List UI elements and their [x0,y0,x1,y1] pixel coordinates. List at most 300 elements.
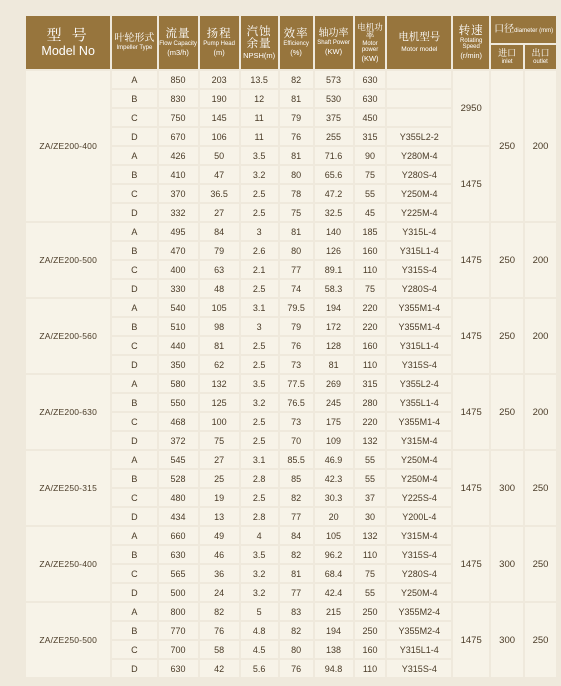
motor-power-cell: 75 [355,280,386,297]
impeller-type-cell: C [112,261,156,278]
header-head-unit: (m) [213,48,225,57]
shaft-power-cell: 58.3 [315,280,353,297]
shaft-power-cell: 573 [315,71,353,88]
shaft-power-cell: 269 [315,375,353,392]
head-cell: 84 [200,223,239,240]
shaft-power-cell: 175 [315,413,353,430]
motor-power-cell: 30 [355,508,386,525]
npsh-cell: 4 [241,527,278,544]
head-cell: 132 [200,375,239,392]
header-motor-power [355,16,386,69]
motor-model-cell: Y280S-4 [387,166,451,183]
motor-power-cell: 450 [355,109,386,126]
npsh-cell: 2.8 [241,470,278,487]
motor-model-cell: Y200L-4 [387,508,451,525]
impeller-type-cell: B [112,470,156,487]
motor-model-cell: Y355L2-2 [387,128,451,145]
npsh-cell: 2.8 [241,508,278,525]
shaft-power-cell: 215 [315,603,353,620]
header-impeller-cn: 叶轮形式 [114,33,155,44]
impeller-type-cell: B [112,394,156,411]
header-shaft-unit: (KW) [325,47,343,57]
model-cell: ZA/ZE250-500 [26,603,110,677]
shaft-power-cell: 89.1 [315,261,353,278]
flow-cell: 830 [159,90,198,107]
header-model-en: Model No [41,43,95,58]
motor-power-cell: 90 [355,147,386,164]
header-shaft-en: Shaft Power [317,40,350,47]
motor-model-cell: Y315S-4 [387,356,451,373]
header-diameter-en: diameter (mm) [514,27,554,34]
head-cell: 36.5 [200,185,239,202]
head-cell: 50 [200,147,239,164]
header-flow-cn: 流量 [165,27,191,40]
motor-power-cell: 250 [355,603,386,620]
npsh-cell: 2.5 [241,432,278,449]
shaft-power-cell: 71.6 [315,147,353,164]
motor-power-cell: 250 [355,622,386,639]
efficiency-cell: 76.5 [280,394,313,411]
impeller-type-cell: A [112,451,156,468]
flow-cell: 468 [159,413,198,430]
motor-power-cell: 55 [355,584,386,601]
shaft-power-cell: 81 [315,356,353,373]
motor-model-cell: Y315M-4 [387,527,451,544]
motor-power-cell: 630 [355,90,386,107]
motor-power-cell: 75 [355,166,386,183]
efficiency-cell: 81 [280,565,313,582]
inlet-diameter-cell: 300 [491,527,523,601]
motor-model-cell: Y315M-4 [387,432,451,449]
npsh-cell: 2.5 [241,356,278,373]
npsh-cell: 2.5 [241,337,278,354]
efficiency-cell: 81 [280,90,313,107]
outlet-diameter-cell: 250 [525,603,556,677]
efficiency-cell: 81 [280,147,313,164]
inlet-diameter-cell: 250 [491,71,523,221]
npsh-cell: 11 [241,109,278,126]
speed-cell: 2950 [453,71,489,145]
motor-model-cell: Y315S-4 [387,546,451,563]
table-row [26,223,556,240]
motor-power-cell: 185 [355,223,386,240]
npsh-cell: 3 [241,318,278,335]
impeller-type-cell: C [112,413,156,430]
flow-cell: 630 [159,546,198,563]
header-head-en: Pump Head [203,41,235,47]
head-cell: 79 [200,242,239,259]
motor-power-cell: 110 [355,660,386,677]
impeller-type-cell: B [112,546,156,563]
motor-model-cell: Y315S-4 [387,261,451,278]
table-header [26,16,556,69]
header-diameter [491,16,556,43]
flow-cell: 370 [159,185,198,202]
motor-power-cell: 37 [355,489,386,506]
npsh-cell: 12 [241,90,278,107]
table-row [26,451,556,468]
shaft-power-cell: 375 [315,109,353,126]
motor-power-cell: 160 [355,242,386,259]
shaft-power-cell: 94.8 [315,660,353,677]
impeller-type-cell: A [112,223,156,240]
head-cell: 46 [200,546,239,563]
impeller-type-cell: C [112,337,156,354]
shaft-power-cell: 245 [315,394,353,411]
efficiency-cell: 70 [280,432,313,449]
npsh-cell: 13.5 [241,71,278,88]
efficiency-cell: 84 [280,527,313,544]
efficiency-cell: 80 [280,242,313,259]
head-cell: 125 [200,394,239,411]
table-row [26,603,556,620]
impeller-type-cell: C [112,641,156,658]
head-cell: 48 [200,280,239,297]
motor-model-cell: Y225M-4 [387,204,451,221]
shaft-power-cell: 194 [315,299,353,316]
npsh-cell: 4.8 [241,622,278,639]
flow-cell: 850 [159,71,198,88]
flow-cell: 350 [159,356,198,373]
inlet-diameter-cell: 250 [491,223,523,297]
efficiency-cell: 75 [280,204,313,221]
motor-model-cell: Y355L1-4 [387,394,451,411]
header-motor-model [387,16,451,69]
flow-cell: 670 [159,128,198,145]
head-cell: 63 [200,261,239,278]
shaft-power-cell: 65.6 [315,166,353,183]
flow-cell: 372 [159,432,198,449]
header-npsh-en: NPSH(m) [243,50,276,60]
header-flow-unit: (m3/h) [167,48,189,57]
motor-power-cell: 45 [355,204,386,221]
header-motormodel-en: Motor model [401,45,438,53]
shaft-power-cell: 68.4 [315,565,353,582]
efficiency-cell: 82 [280,71,313,88]
header-speed-cn: 转速 [458,24,484,37]
head-cell: 98 [200,318,239,335]
motor-model-cell: Y355M1-4 [387,318,451,335]
head-cell: 76 [200,622,239,639]
shaft-power-cell: 109 [315,432,353,449]
motor-model-cell: Y355M2-4 [387,603,451,620]
model-cell: ZA/ZE200-400 [26,71,110,221]
head-cell: 100 [200,413,239,430]
head-cell: 27 [200,204,239,221]
motor-model-cell [387,90,451,107]
shaft-power-cell: 126 [315,242,353,259]
impeller-type-cell: D [112,280,156,297]
npsh-cell: 4.5 [241,641,278,658]
inlet-diameter-cell: 250 [491,375,523,449]
outlet-diameter-cell: 200 [525,375,556,449]
flow-cell: 750 [159,109,198,126]
flow-cell: 410 [159,166,198,183]
motor-model-cell: Y355M2-4 [387,622,451,639]
flow-cell: 660 [159,527,198,544]
shaft-power-cell: 47.2 [315,185,353,202]
impeller-type-cell: C [112,185,156,202]
header-npsh-cn: 汽蚀余量 [246,25,272,50]
npsh-cell: 2.1 [241,261,278,278]
speed-cell: 1475 [453,527,489,601]
efficiency-cell: 79 [280,318,313,335]
head-cell: 58 [200,641,239,658]
head-cell: 19 [200,489,239,506]
model-cell: ZA/ZE250-315 [26,451,110,525]
speed-cell: 1475 [453,375,489,449]
motor-power-cell: 630 [355,71,386,88]
motor-model-cell: Y315L1-4 [387,242,451,259]
inlet-diameter-cell: 250 [491,299,523,373]
efficiency-cell: 79 [280,109,313,126]
efficiency-cell: 77 [280,584,313,601]
header-inlet [491,45,523,69]
efficiency-cell: 85.5 [280,451,313,468]
pump-performance-table-container [24,14,558,674]
efficiency-cell: 73 [280,356,313,373]
impeller-type-cell: A [112,147,156,164]
npsh-cell: 3 [241,223,278,240]
impeller-type-cell: B [112,90,156,107]
outlet-diameter-cell: 200 [525,299,556,373]
efficiency-cell: 77 [280,508,313,525]
npsh-cell: 2.5 [241,185,278,202]
shaft-power-cell: 530 [315,90,353,107]
header-motorpower-en: Motor power [361,40,379,53]
inlet-diameter-cell: 300 [491,451,523,525]
shaft-power-cell: 30.3 [315,489,353,506]
npsh-cell: 3.2 [241,166,278,183]
header-eff-unit: (%) [290,48,302,57]
head-cell: 49 [200,527,239,544]
impeller-type-cell: A [112,299,156,316]
header-flow-en: Flow Capacity [159,41,197,47]
outlet-diameter-cell: 250 [525,527,556,601]
model-cell: ZA/ZE200-500 [26,223,110,297]
head-cell: 106 [200,128,239,145]
header-shaft-power [315,16,353,69]
motor-model-cell [387,71,451,88]
shaft-power-cell: 96.2 [315,546,353,563]
impeller-type-cell: D [112,660,156,677]
impeller-type-cell: A [112,375,156,392]
npsh-cell: 3.5 [241,375,278,392]
head-cell: 36 [200,565,239,582]
motor-power-cell: 220 [355,299,386,316]
impeller-type-cell: C [112,109,156,126]
efficiency-cell: 73 [280,413,313,430]
npsh-cell: 5 [241,603,278,620]
speed-cell: 1475 [453,299,489,373]
npsh-cell: 3.2 [241,584,278,601]
efficiency-cell: 78 [280,185,313,202]
header-impeller [112,16,156,69]
flow-cell: 800 [159,603,198,620]
head-cell: 47 [200,166,239,183]
motor-model-cell [387,109,451,126]
motor-model-cell: Y315L1-4 [387,337,451,354]
motor-power-cell: 55 [355,185,386,202]
model-cell: ZA/ZE250-400 [26,527,110,601]
impeller-type-cell: D [112,584,156,601]
head-cell: 25 [200,470,239,487]
header-npsh [241,16,278,69]
header-eff-cn: 效率 [283,27,309,40]
impeller-type-cell: D [112,508,156,525]
head-cell: 145 [200,109,239,126]
flow-cell: 330 [159,280,198,297]
motor-power-cell: 220 [355,413,386,430]
motor-model-cell: Y250M-4 [387,470,451,487]
shaft-power-cell: 140 [315,223,353,240]
motor-power-cell: 75 [355,565,386,582]
header-model [26,16,110,69]
flow-cell: 510 [159,318,198,335]
header-outlet [525,45,556,69]
head-cell: 27 [200,451,239,468]
header-motorpower-cn: 电机功率 [357,21,383,41]
npsh-cell: 2.5 [241,280,278,297]
efficiency-cell: 77 [280,261,313,278]
shaft-power-cell: 42.3 [315,470,353,487]
shaft-power-cell: 42.4 [315,584,353,601]
efficiency-cell: 83 [280,603,313,620]
speed-cell: 1475 [453,451,489,525]
shaft-power-cell: 138 [315,641,353,658]
flow-cell: 470 [159,242,198,259]
motor-power-cell: 132 [355,527,386,544]
npsh-cell: 5.6 [241,660,278,677]
shaft-power-cell: 46.9 [315,451,353,468]
head-cell: 62 [200,356,239,373]
header-speed [453,16,489,69]
flow-cell: 500 [159,584,198,601]
shaft-power-cell: 32.5 [315,204,353,221]
efficiency-cell: 80 [280,641,313,658]
flow-cell: 545 [159,451,198,468]
header-speed-en: Rotating Speed [460,38,483,50]
header-model-cn: 型 号 [46,26,90,44]
motor-power-cell: 132 [355,432,386,449]
shaft-power-cell: 128 [315,337,353,354]
motor-power-cell: 315 [355,375,386,392]
efficiency-cell: 81 [280,223,313,240]
impeller-type-cell: D [112,432,156,449]
header-impeller-en: Impeller Type [116,45,153,51]
motor-model-cell: Y355L2-4 [387,375,451,392]
header-head [200,16,239,69]
npsh-cell: 3.2 [241,565,278,582]
impeller-type-cell: B [112,166,156,183]
impeller-type-cell: B [112,318,156,335]
header-motorpower-unit: (KW) [361,53,379,63]
npsh-cell: 3.1 [241,451,278,468]
outlet-diameter-cell: 200 [525,71,556,221]
header-efficiency [280,16,313,69]
table-row [26,71,556,88]
header-inlet-en: inlet [501,59,513,65]
efficiency-cell: 77.5 [280,375,313,392]
table-row [26,527,556,544]
motor-model-cell: Y355M1-4 [387,299,451,316]
motor-model-cell: Y315L1-4 [387,641,451,658]
motor-power-cell: 55 [355,451,386,468]
flow-cell: 426 [159,147,198,164]
speed-cell: 1475 [453,147,489,221]
head-cell: 24 [200,584,239,601]
motor-power-cell: 315 [355,128,386,145]
header-speed-unit: (r/min) [460,51,483,60]
header-outlet-en: outlet [533,59,548,65]
motor-model-cell: Y315S-4 [387,660,451,677]
header-eff-en: Efficiency [283,41,309,47]
shaft-power-cell: 194 [315,622,353,639]
flow-cell: 580 [159,375,198,392]
efficiency-cell: 76 [280,660,313,677]
table-row [26,375,556,392]
header-diameter-cn: 口径 [494,23,515,35]
header-flow [159,16,198,69]
shaft-power-cell: 172 [315,318,353,335]
npsh-cell: 2.5 [241,413,278,430]
motor-model-cell: Y315L-4 [387,223,451,240]
header-outlet-cn: 出口 [531,48,550,58]
shaft-power-cell: 255 [315,128,353,145]
table-body [26,71,556,677]
motor-model-cell: Y280S-4 [387,280,451,297]
motor-power-cell: 280 [355,394,386,411]
motor-model-cell: Y355M1-4 [387,413,451,430]
header-head-cn: 扬程 [206,27,232,40]
npsh-cell: 3.5 [241,546,278,563]
impeller-type-cell: A [112,527,156,544]
motor-model-cell: Y250M-4 [387,451,451,468]
efficiency-cell: 82 [280,489,313,506]
header-inlet-cn: 进口 [498,48,517,58]
impeller-type-cell: B [112,242,156,259]
motor-power-cell: 110 [355,356,386,373]
shaft-power-cell: 105 [315,527,353,544]
flow-cell: 332 [159,204,198,221]
motor-power-cell: 110 [355,546,386,563]
impeller-type-cell: C [112,489,156,506]
impeller-type-cell: D [112,356,156,373]
efficiency-cell: 76 [280,337,313,354]
motor-power-cell: 110 [355,261,386,278]
flow-cell: 700 [159,641,198,658]
motor-power-cell: 160 [355,641,386,658]
motor-power-cell: 160 [355,337,386,354]
speed-cell: 1475 [453,223,489,297]
motor-model-cell: Y280M-4 [387,147,451,164]
npsh-cell: 2.6 [241,242,278,259]
flow-cell: 770 [159,622,198,639]
head-cell: 190 [200,90,239,107]
impeller-type-cell: A [112,71,156,88]
head-cell: 203 [200,71,239,88]
pump-performance-table [24,14,558,679]
motor-power-cell: 55 [355,470,386,487]
flow-cell: 495 [159,223,198,240]
flow-cell: 550 [159,394,198,411]
flow-cell: 565 [159,565,198,582]
impeller-type-cell: D [112,128,156,145]
npsh-cell: 2.5 [241,204,278,221]
npsh-cell: 3.5 [241,147,278,164]
impeller-type-cell: D [112,204,156,221]
npsh-cell: 11 [241,128,278,145]
